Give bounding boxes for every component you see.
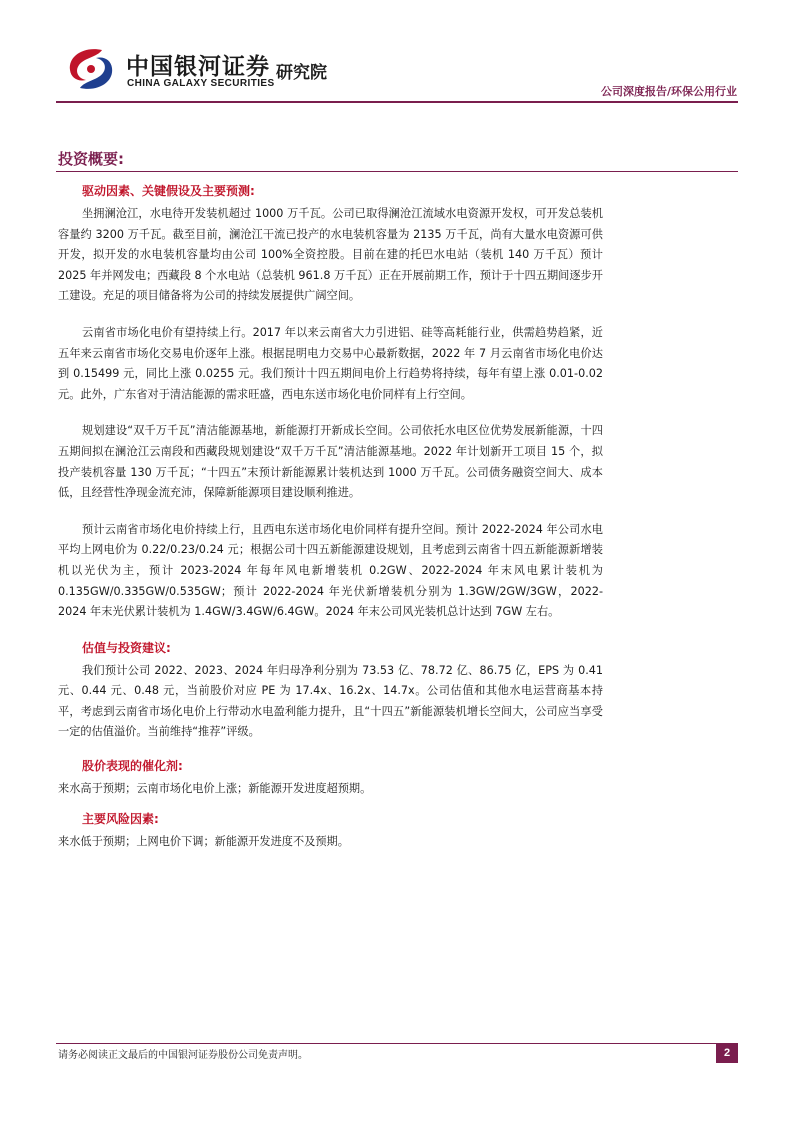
page-number-badge: 2 [716,1043,738,1063]
title-divider [56,171,738,172]
drivers-paragraph-renewables: 规划建设“双千万千瓦”清洁能源基地，新能源打开新成长空间。公司依托水电区位优势发展新能源，十四五期间拟在澜沧江云南段和西藏段规划建设“双千万千瓦”清洁能源基地。2022 年计划新开工项目 15 个，拟投产装机容量 130 万千瓦；“十四五”末预计新能源累计装机达到 1000 万千瓦。公司债务融资空间大、成本低，且经营性净现金流充沛，保障新能源项目建设顺利推进。 [58,424,603,500]
report-type-label: 公司深度报告/环保公用行业 [600,85,737,98]
footer-disclaimer: 请务必阅读正文最后的中国银河证券股份公司免责声明。 [58,1050,308,1061]
drivers-heading: 驱动因素、关键假设及主要预测: [82,184,255,198]
valuation-paragraph: 我们预计公司 2022、2023、2024 年归母净利分别为 73.53 亿、78.72 亿、86.75 亿，EPS 为 0.41 元、0.44 元、0.48 元，当前股价对应 PE 为 17.4x、16.2x、14.7x。公司估值和其他水电运营商基本持平，考虑到云南省市场化电价上行带动水电盈利能力提升，且“十四五”新能源装机增长空间大，公司应当享受一定的估值溢价。当前维持“推荐”评级。 [58,663,603,739]
institute-label: 研究院 [276,63,327,83]
brand-name-en: CHINA GALAXY SECURITIES [127,78,275,89]
brand-name-cn: 中国银河证券 [126,54,270,80]
summary-body [58,182,603,852]
drivers-paragraph-price: 云南省市场化电价有望持续上行。2017 年以来云南省大力引进铝、硅等高耗能行业，供需趋势趋紧，近五年来云南省市场化交易电价逐年上涨。根据昆明电力交易中心最新数据，2022 年 7 月云南省市场化电价达到 0.15499 元，同比上涨 0.0255 元。我们预计十四五期间电价上行趋势将持续，每年有望上涨 0.01-0.02 元。此外，广东省对于清洁能源的需求旺盛，西电东送市场化电价同样有上行空间。 [58,325,603,401]
valuation-heading: 估值与投资建议: [82,640,171,655]
catalyst-heading: 股价表现的催化剂: [82,759,183,774]
header-divider [56,101,738,103]
risk-heading: 主要风险因素: [82,811,159,826]
section-title: 投资概要: [58,150,124,168]
catalyst-text: 来水高于预期；云南市场化电价上涨；新能源开发进度超预期。 [58,782,372,796]
footer-divider [56,1043,738,1044]
galaxy-logo-icon [62,44,120,94]
page-header [0,0,793,104]
drivers-paragraph-hydro: 坐拥澜沧江，水电待开发装机超过 1000 万千瓦。公司已取得澜沧江流域水电资源开发权，可开发总装机容量约 3200 万千瓦。截至目前，澜沧江干流已投产的水电装机容量为 2135 万千瓦，尚有大量水电资源可供开发，拟开发的水电装机容量均由公司 100%全资控股。目前在建的托巴水电站（装机 140 万千瓦）预计 2025 年并网发电；西藏段 8 个水电站（总装机 961.8 万千瓦）正在开展前期工作，预计于十四五期间逐步开工建设。充足的项目储备将为公司的持续发展提供广阔空间。 [58,207,603,303]
risk-text: 来水低于预期；上网电价下调；新能源开发进度不及预期。 [58,834,349,848]
drivers-paragraph-forecast: 预计云南省市场化电价持续上行，且西电东送市场化电价同样有提升空间。预计 2022-2024 年公司水电平均上网电价为 0.22/0.23/0.24 元；根据公司十四五新能源建设规划，且考虑到云南省十四五新能源新增装机以光伏为主，预计 2023-2024 年每年风电新增装机 0.2GW、2022-2024 年末风电累计装机为 0.135GW/0.335GW/0.535GW；预计 2022-2024 年光伏新增装机分别为 1.3GW/2GW/3GW，2022-2024 年末光伏累计装机为 1.4GW/3.4GW/6.4GW。2024 年末公司风光装机总计达到 7GW 左右。 [58,522,603,619]
